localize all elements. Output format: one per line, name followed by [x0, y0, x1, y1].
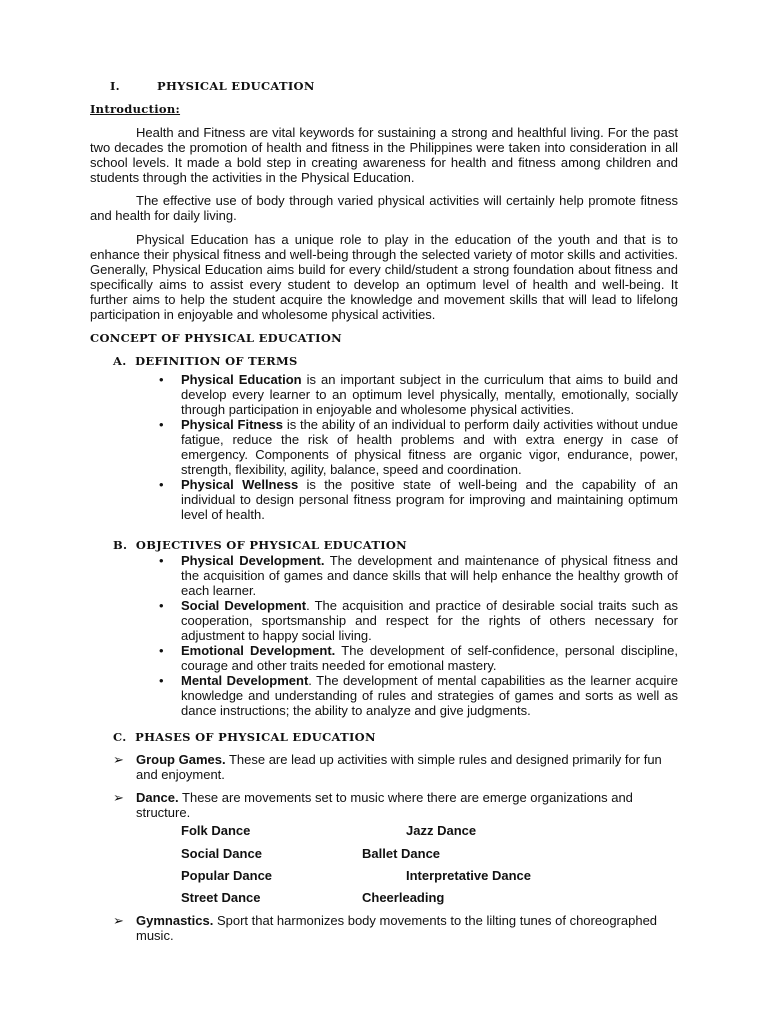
- objective-text: The development and maintenance of physical fitness and the acquisition of games and dance skills that will help enhance the healthy growth of each learner.: [181, 553, 678, 598]
- term: Physical Wellness: [181, 477, 299, 492]
- phase-text: These are movements set to music where there are emerge organizations and structure.: [136, 790, 633, 820]
- bullet-icon: •: [159, 598, 164, 613]
- intro-paragraph-3: Physical Education has a unique role to play in the education of the youth and that is to enhance their physical fitness and well-being through the selected variety of motor skills and activities. Generally, Physical Education aims build for every child/student a strong foundation about fitness and specifically aims to assist every student to develop an optimum level of health and well-being. It further aims to help the student acquire the knowledge and movement skills that will lead to lifelong participation in enjoyable and wholesome physical activities.: [90, 232, 678, 322]
- arrow-bullet-icon: ➢: [113, 790, 124, 805]
- phase-text: These are lead up activities with simple rules and designed primarily for fun and enjoyment.: [136, 752, 662, 782]
- dance-type: Interpretative Dance: [406, 868, 531, 883]
- objective-text: . The acquisition and practice of desirable social traits such as cooperation, sportsmanship and respect for the rights of others necessary for adjustment to happy social living.: [181, 598, 678, 643]
- dance-type: Social Dance: [181, 846, 262, 861]
- dance-type: Street Dance: [181, 890, 261, 905]
- term: Physical Fitness: [181, 417, 284, 432]
- introduction-heading: Introduction:: [90, 102, 181, 116]
- term: Gymnastics.: [136, 913, 214, 928]
- section-title: PHYSICAL EDUCATION: [157, 79, 315, 93]
- list-item: [159, 643, 678, 673]
- term: Social Development: [181, 598, 307, 613]
- dance-type: Jazz Dance: [406, 823, 477, 838]
- dance-type: Folk Dance: [181, 823, 251, 838]
- list-item: [159, 553, 678, 598]
- term: Physical Development.: [181, 553, 325, 568]
- intro-paragraph-2: The effective use of body through varied physical activities will certainly help promote fitness and health for daily living.: [90, 193, 678, 223]
- phases-heading: C. PHASES OF PHYSICAL EDUCATION: [113, 730, 376, 744]
- phase-text: Sport that harmonizes body movements to the lilting tunes of choreographed music.: [136, 913, 658, 943]
- term: Emotional Development.: [181, 643, 336, 658]
- arrow-bullet-icon: ➢: [113, 752, 124, 767]
- definitions-heading: A. DEFINITION OF TERMS: [113, 354, 298, 368]
- objectives-heading: B. OBJECTIVES OF PHYSICAL EDUCATION: [113, 538, 407, 552]
- intro-paragraph-1: Health and Fitness are vital keywords for sustaining a strong and healthful living. For the past two decades the promotion of health and fitness in the Philippines were taken into consideration in all school levels. It made a bold step in creating awareness for health and fitness among children and students through the activities in the Physical Education.: [90, 125, 678, 185]
- list-item: [159, 372, 679, 417]
- objective-text: . The development of mental capabilities as the learner acquire knowledge and understanding of rules and strategies of games and sorts as well as dance instructions; the ability to analyze and give judgments.: [181, 673, 678, 718]
- list-item: [159, 477, 678, 522]
- term: Mental Development: [181, 673, 309, 688]
- dance-type: Cheerleading: [362, 890, 445, 905]
- dance-type: Popular Dance: [181, 868, 273, 883]
- definition-text: is the ability of an individual to perform daily activities without undue fatigue, reduce the risk of health problems and with extra energy in case of emergency. Components of physical fitness are organic vigor, endurance, power, strength, flexibility, agility, balance, speed and coordination.: [181, 417, 678, 477]
- bullet-icon: •: [159, 372, 164, 387]
- term: Physical Education: [181, 372, 302, 387]
- objective-text: The development of self-confidence, personal discipline, courage and other traits needed for emotional mastery.: [181, 643, 678, 673]
- concept-heading: CONCEPT OF PHYSICAL EDUCATION: [90, 331, 342, 345]
- list-item: [159, 598, 678, 643]
- bullet-icon: •: [159, 673, 164, 688]
- bullet-icon: •: [159, 477, 164, 492]
- term: Group Games.: [136, 752, 226, 767]
- list-item: [159, 673, 678, 718]
- bullet-icon: •: [159, 553, 164, 568]
- objectives-list: [159, 553, 678, 718]
- definition-text: is the positive state of well-being and the capability of an individual to design personal fitness program for improving and maintaining optimum level of health.: [181, 477, 678, 522]
- definitions-list: [159, 372, 679, 522]
- section-number: I.: [110, 79, 120, 93]
- list-item: [159, 417, 678, 477]
- bullet-icon: •: [159, 643, 164, 658]
- dance-type: Ballet Dance: [362, 846, 441, 861]
- bullet-icon: •: [159, 417, 164, 432]
- definition-text: is an important subject in the curriculum that aims to build and develop every learner to an optimum level physically, mentally, emotionally, socially through participation in enjoyable and wholesome physical activities.: [181, 372, 679, 417]
- arrow-bullet-icon: ➢: [113, 913, 124, 928]
- term: Dance.: [136, 790, 179, 805]
